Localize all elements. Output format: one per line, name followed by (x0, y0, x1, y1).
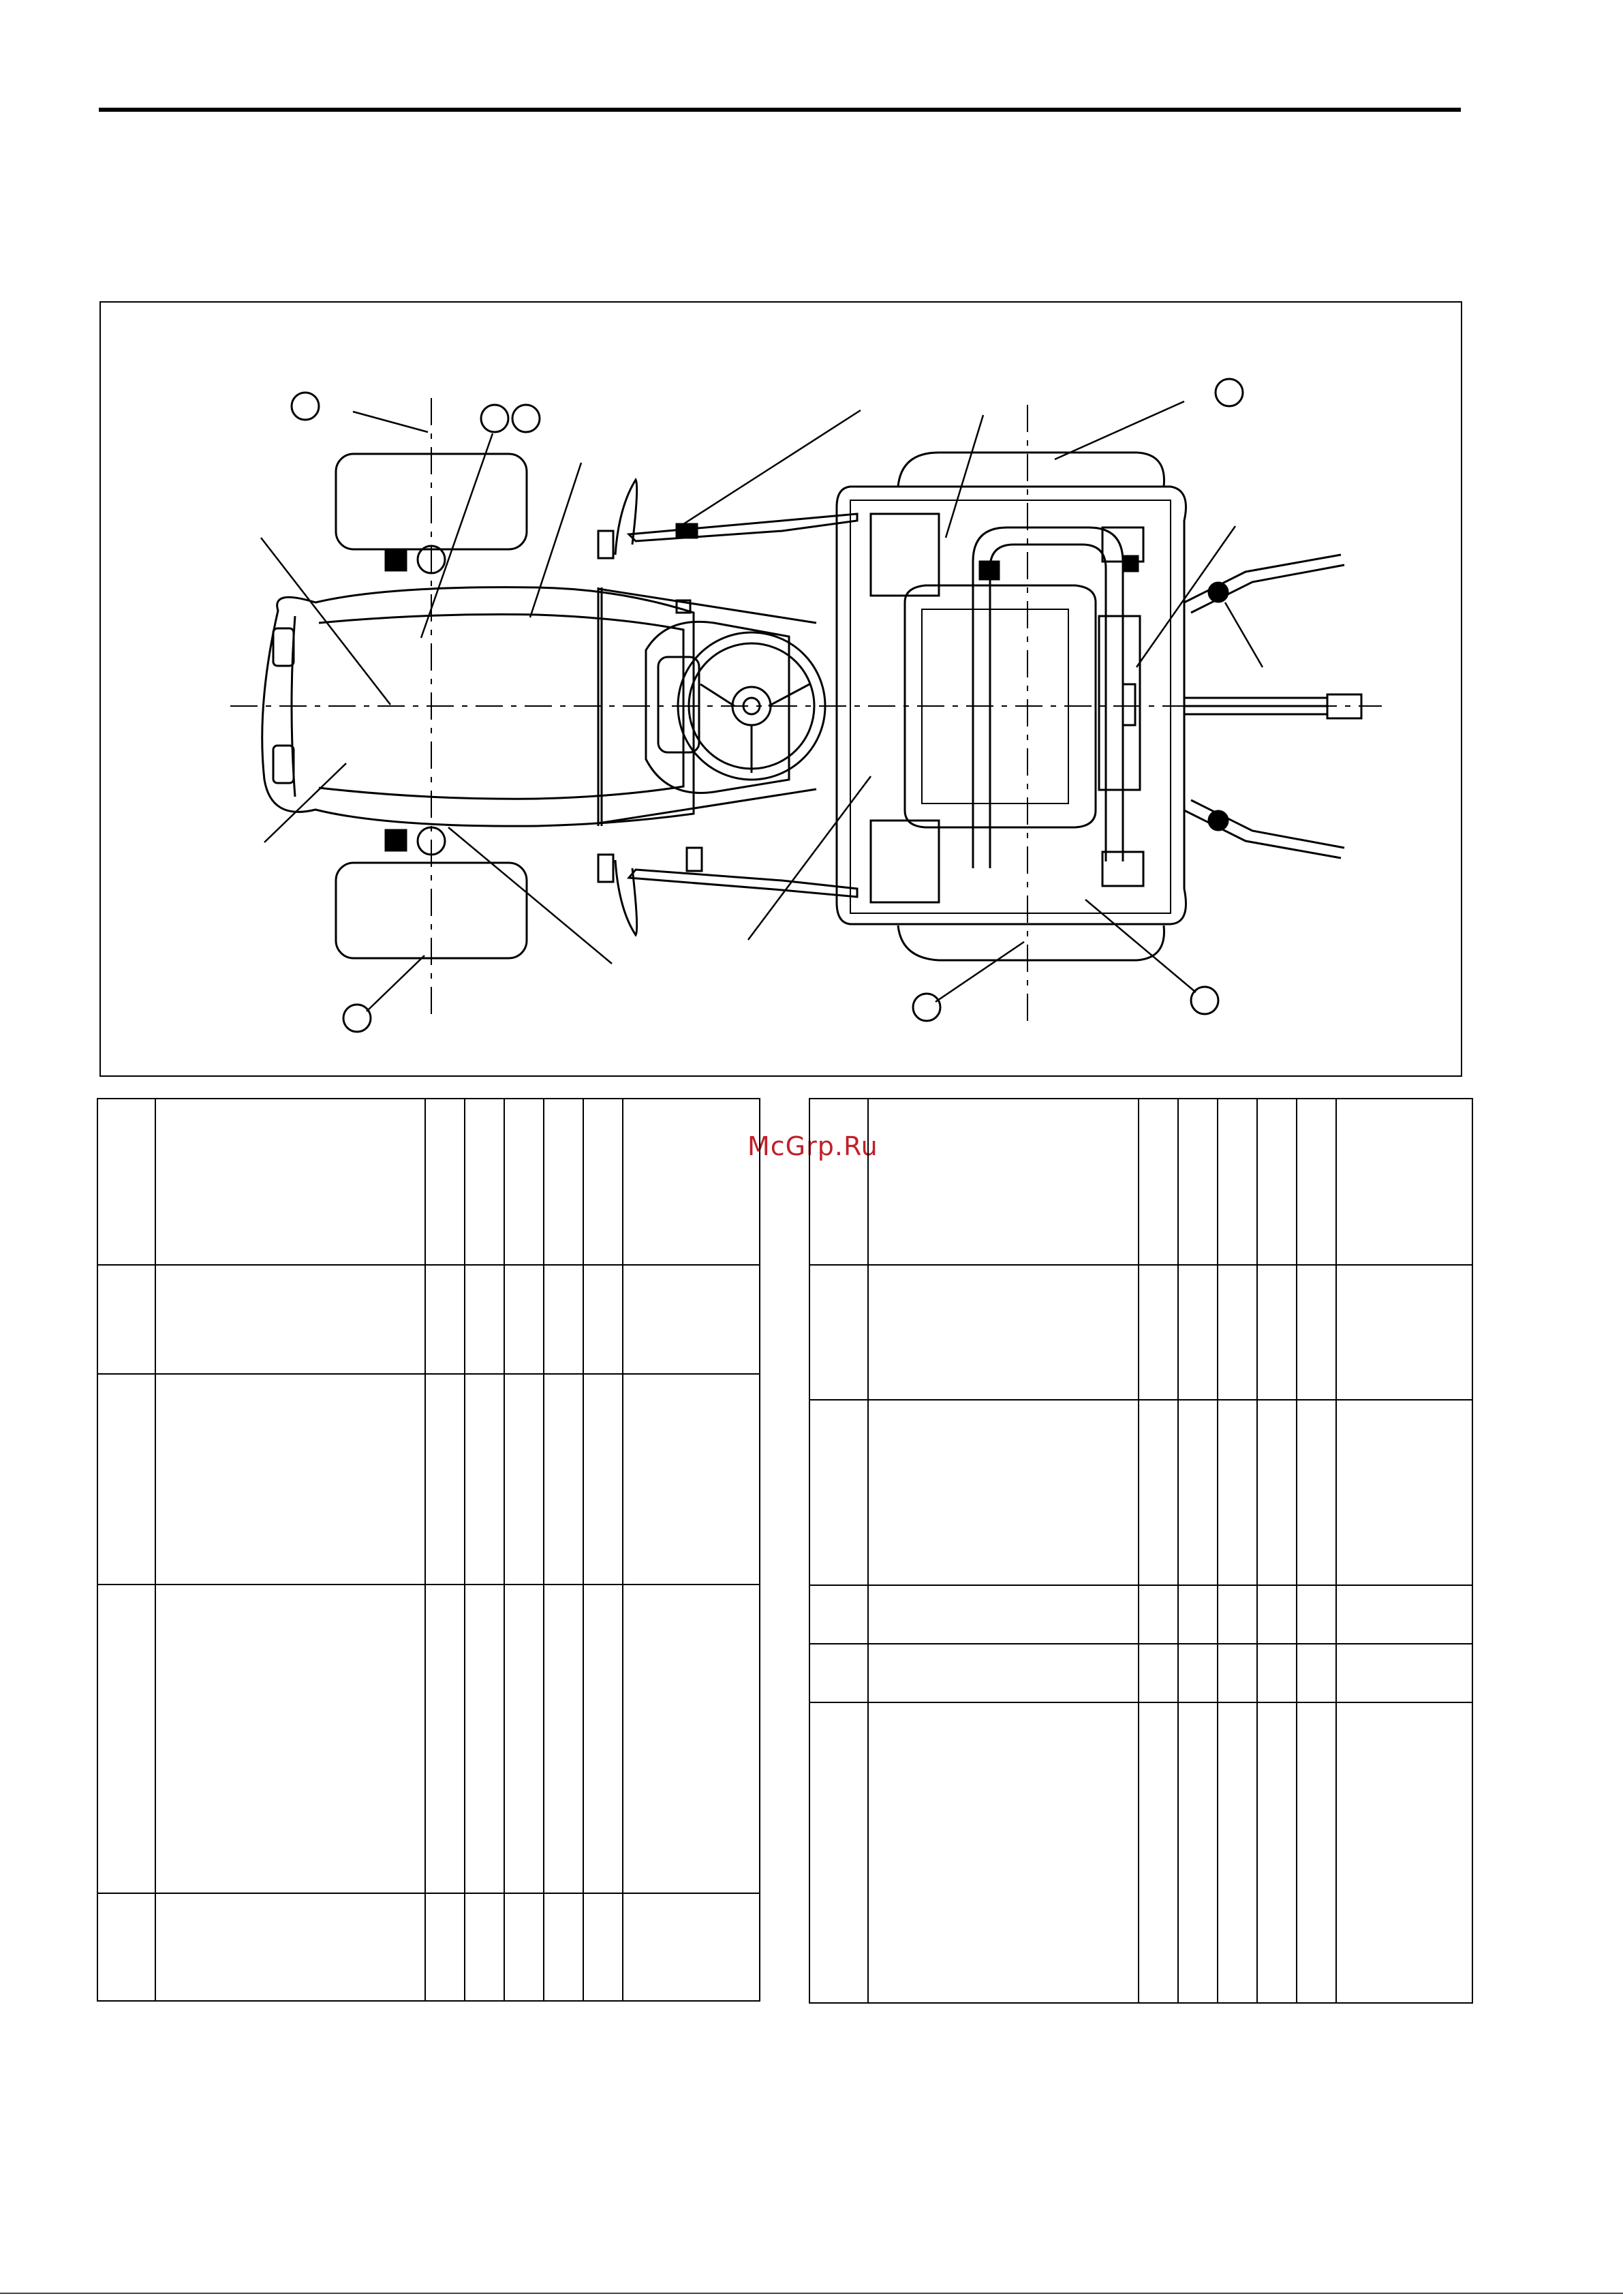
table-cell (1257, 1585, 1297, 1644)
table-cell (623, 1099, 760, 1265)
table-row (809, 1099, 1472, 1265)
header-rule (99, 108, 1461, 112)
table-row (809, 1644, 1472, 1702)
table-cell (1218, 1585, 1257, 1644)
table-cell (1257, 1644, 1297, 1702)
table-cell (1297, 1644, 1336, 1702)
table-cell (544, 1374, 583, 1585)
table-cell (868, 1585, 1139, 1644)
table-cell (465, 1893, 504, 2001)
top-link (1184, 698, 1327, 714)
table-cell (583, 1099, 623, 1265)
table-cell (155, 1099, 425, 1265)
table-row (809, 1400, 1472, 1585)
table-cell (583, 1374, 623, 1585)
table-cell (1297, 1099, 1336, 1265)
tractor-drawing (101, 303, 1464, 1078)
table-row (97, 1893, 760, 2001)
table-cell (623, 1893, 760, 2001)
table-cell (465, 1585, 504, 1893)
table-cell (1336, 1644, 1472, 1702)
table-cell (155, 1585, 425, 1893)
table-row (809, 1585, 1472, 1644)
table-cell (504, 1893, 544, 2001)
table-cell (155, 1893, 425, 2001)
table-cell (1178, 1265, 1218, 1400)
table-cell (504, 1374, 544, 1585)
table-cell (809, 1702, 868, 2003)
table-cell (809, 1265, 868, 1400)
table-cell (868, 1644, 1139, 1702)
watermark: McGrp.Ru (747, 1131, 878, 1161)
table-cell (868, 1265, 1139, 1400)
table-cell (809, 1400, 868, 1585)
table-cell (425, 1893, 465, 2001)
table-row (97, 1374, 760, 1585)
maintenance-table-left (97, 1098, 760, 2002)
table-cell (1218, 1265, 1257, 1400)
callout-circle (343, 1005, 371, 1032)
table-cell (809, 1585, 868, 1644)
table-cell (1178, 1702, 1218, 2003)
table-cell (97, 1374, 155, 1585)
table-cell (1139, 1265, 1178, 1400)
table-cell (1336, 1099, 1472, 1265)
table-row (809, 1702, 1472, 2003)
table-cell (583, 1893, 623, 2001)
table-row (97, 1099, 760, 1265)
table-cell (583, 1585, 623, 1893)
table-cell (1297, 1265, 1336, 1400)
callout-circle (292, 393, 319, 420)
callout-circle (512, 405, 540, 432)
table-cell (155, 1265, 425, 1374)
table-cell (544, 1893, 583, 2001)
table-cell (504, 1265, 544, 1374)
table-cell (1297, 1400, 1336, 1585)
table-cell (425, 1374, 465, 1585)
table-cell (1139, 1400, 1178, 1585)
table-cell (97, 1099, 155, 1265)
table-cell (623, 1374, 760, 1585)
table-cell (1257, 1265, 1297, 1400)
table-cell (504, 1099, 544, 1265)
table-cell (1336, 1400, 1472, 1585)
table-cell (1178, 1400, 1218, 1585)
callout-circle (1216, 379, 1243, 406)
table-cell (465, 1265, 504, 1374)
rear-fender-bottom (898, 925, 1164, 960)
table-cell (425, 1099, 465, 1265)
lower-link-left (1184, 555, 1341, 602)
rear-fender-top (898, 453, 1164, 487)
table-cell (1178, 1099, 1218, 1265)
table-cell (504, 1585, 544, 1893)
table-cell (1257, 1099, 1297, 1265)
table-cell (425, 1265, 465, 1374)
table-cell (1178, 1585, 1218, 1644)
table-cell (97, 1585, 155, 1893)
lower-link-right (1184, 810, 1341, 858)
callout-circle (481, 405, 508, 432)
table-cell (1139, 1099, 1178, 1265)
table-cell (425, 1585, 465, 1893)
table-cell (97, 1265, 155, 1374)
table-cell (1297, 1702, 1336, 2003)
table-cell (1218, 1099, 1257, 1265)
table-cell (623, 1265, 760, 1374)
tractor-top-view-diagram (99, 301, 1462, 1077)
table-cell (868, 1400, 1139, 1585)
table-cell (1139, 1585, 1178, 1644)
table-cell (1297, 1585, 1336, 1644)
table-cell (1336, 1265, 1472, 1400)
table-cell (1178, 1644, 1218, 1702)
table-cell (1139, 1702, 1178, 2003)
callout-circle (913, 994, 940, 1021)
table-cell (583, 1265, 623, 1374)
table-cell (623, 1585, 760, 1893)
table-cell (544, 1265, 583, 1374)
table-cell (868, 1702, 1139, 2003)
table-cell (155, 1374, 425, 1585)
table-cell (1218, 1400, 1257, 1585)
table-cell (809, 1644, 868, 1702)
table-cell (544, 1585, 583, 1893)
footer-rule (0, 2293, 1623, 2294)
table-row (97, 1265, 760, 1374)
table-cell (1139, 1644, 1178, 1702)
table-cell (544, 1099, 583, 1265)
table-cell (465, 1374, 504, 1585)
maintenance-table-right (809, 1098, 1473, 2004)
table-cell (868, 1099, 1139, 1265)
table-row (809, 1265, 1472, 1400)
table-cell (1336, 1702, 1472, 2003)
table-cell (465, 1099, 504, 1265)
table-cell (1257, 1702, 1297, 2003)
table-cell (97, 1893, 155, 2001)
table-cell (1218, 1644, 1257, 1702)
table-cell (1218, 1702, 1257, 2003)
table-row (97, 1585, 760, 1893)
table-cell (1257, 1400, 1297, 1585)
table-cell (809, 1099, 868, 1265)
table-cell (1336, 1585, 1472, 1644)
